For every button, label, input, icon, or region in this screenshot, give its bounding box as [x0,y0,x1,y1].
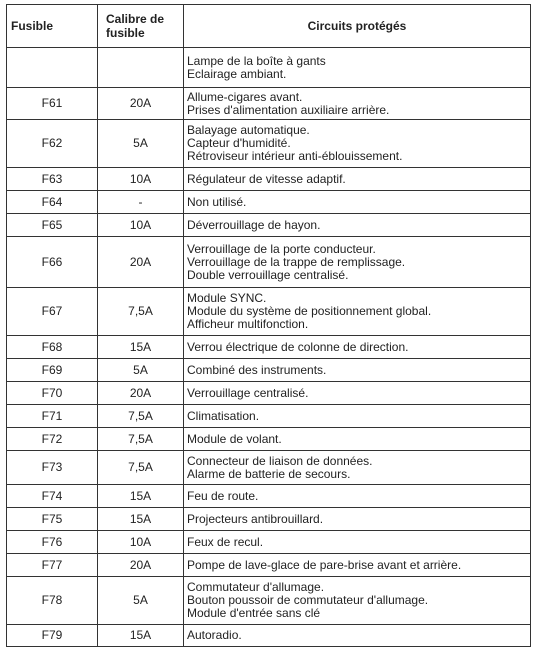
fuse-table [6,4,531,647]
circuits-cell [184,577,531,625]
circuit-line: Connecteur de liaison de données. [187,453,373,468]
fuse-id-cell: F76 [7,531,98,554]
fuse-id-cell: F74 [7,485,98,508]
fuse-id-cell: F71 [7,405,98,428]
circuits-cell [184,168,531,191]
circuit-line: Déverrouillage de hayon. [187,217,321,232]
table-row [7,191,531,214]
circuit-line: Projecteurs antibrouillard. [187,511,324,526]
fuse-id-cell [7,48,98,88]
circuits-cell [184,508,531,531]
fuse-id-cell: F79 [7,625,98,647]
circuits-cell [184,48,531,88]
circuit-line: Module de volant. [187,431,282,446]
fuse-rating-cell: 7,5A [98,288,184,336]
fuse-rating-cell: 15A [98,508,184,531]
circuits-cell [184,120,531,168]
circuit-line: Verrouillage centralisé. [187,385,309,400]
fuse-rating-cell: 15A [98,625,184,647]
circuit-line: Afficheur multifonction. [187,317,309,331]
circuit-line: Eclairage ambiant. [187,66,287,81]
circuits-cell [184,405,531,428]
table-row [7,382,531,405]
table-row [7,405,531,428]
fuse-rating-cell: 7,5A [98,428,184,451]
fuse-id-cell: F73 [7,451,98,485]
table-row [7,120,531,168]
fuse-rating-cell: 7,5A [98,405,184,428]
fuse-id-cell: F75 [7,508,98,531]
circuit-line: Non utilisé. [187,194,247,209]
table-row [7,485,531,508]
table-row [7,214,531,237]
circuit-line: Climatisation. [187,408,260,423]
fuse-id-cell: F63 [7,168,98,191]
fuse-rating-cell: 20A [98,382,184,405]
circuit-line: Feu de route. [187,488,259,503]
circuits-cell [184,485,531,508]
circuits-cell [184,382,531,405]
fuse-id-cell: F67 [7,288,98,336]
circuits-cell [184,191,531,214]
fuse-id-cell: F78 [7,577,98,625]
circuit-line: Verrouillage de la trappe de remplissage. [187,254,406,269]
header-fuse: Fusible [7,5,98,48]
circuits-cell [184,428,531,451]
circuit-line: Régulateur de vitesse adaptif. [187,171,346,186]
fuse-rating-cell: - [98,191,184,214]
header-rating-line2: fusible [106,26,145,40]
fuse-rating-cell: 15A [98,485,184,508]
table-row [7,359,531,382]
header-rating-line1: Calibre de [106,12,165,26]
fuse-id-cell: F68 [7,336,98,359]
fuse-id-cell: F66 [7,237,98,288]
fuse-rating-cell: 5A [98,577,184,625]
fuse-id-cell: F62 [7,120,98,168]
table-row [7,88,531,120]
circuit-line: Double verrouillage centralisé. [187,267,349,282]
table-row [7,288,531,336]
circuit-line: Prises d'alimentation auxiliaire arrière. [187,102,390,117]
circuit-line: Rétroviseur intérieur anti-éblouissement. [187,149,403,163]
circuits-cell [184,359,531,382]
fuse-id-cell: F65 [7,214,98,237]
circuits-cell [184,531,531,554]
table-row [7,336,531,359]
fuse-rating-cell: 15A [98,336,184,359]
circuits-cell [184,88,531,120]
fuse-rating-cell [98,48,184,88]
fuse-rating-cell: 10A [98,214,184,237]
circuit-line: Autoradio. [187,628,242,642]
table-row [7,48,531,88]
circuit-line: Capteur d'humidité. [187,136,291,150]
table-row [7,531,531,554]
fuse-table-body [7,48,531,647]
circuits-cell [184,214,531,237]
fuse-id-cell: F64 [7,191,98,214]
circuit-line: Combiné des instruments. [187,362,327,377]
table-row [7,428,531,451]
circuit-line: Commutateur d'allumage. [187,580,325,594]
fuse-rating-cell: 10A [98,531,184,554]
fuse-rating-cell: 10A [98,168,184,191]
circuit-line: Alarme de batterie de secours. [187,466,351,481]
circuits-cell [184,625,531,647]
table-row [7,237,531,288]
circuit-line: Verrouillage de la porte conducteur. [187,241,376,256]
table-row [7,168,531,191]
table-row [7,625,531,647]
circuits-cell [184,451,531,485]
circuits-cell [184,237,531,288]
fuse-rating-cell: 5A [98,120,184,168]
table-row [7,577,531,625]
circuit-line: Feux de recul. [187,534,264,549]
circuit-line: Allume-cigares avant. [187,89,303,104]
table-row [7,554,531,577]
fuse-rating-cell: 20A [98,237,184,288]
header-row [7,5,531,48]
circuit-line: Verrou électrique de colonne de direction. [187,339,409,354]
circuit-line: Balayage automatique. [187,123,310,137]
fuse-rating-cell: 20A [98,88,184,120]
fuse-rating-cell: 20A [98,554,184,577]
fuse-id-cell: F61 [7,88,98,120]
fuse-rating-cell: 7,5A [98,451,184,485]
header-rating [98,5,184,48]
circuit-line: Module d'entrée sans clé [187,606,321,620]
circuits-cell [184,554,531,577]
circuit-line: Lampe de la boîte à gants [187,53,326,68]
fuse-table-header [7,5,531,48]
fuse-id-cell: F70 [7,382,98,405]
circuit-line: Module du système de positionnement global. [187,304,432,318]
circuits-cell [184,336,531,359]
fuse-id-cell: F77 [7,554,98,577]
header-circuits: Circuits protégés [184,5,531,48]
fuse-id-cell: F69 [7,359,98,382]
fuse-table-container [6,4,530,647]
fuse-rating-cell: 5A [98,359,184,382]
table-row [7,508,531,531]
circuit-line: Module SYNC. [187,291,267,305]
circuits-cell [184,288,531,336]
circuit-line: Pompe de lave-glace de pare-brise avant et arrière. [187,557,462,572]
circuit-line: Bouton poussoir de commutateur d'allumage. [187,593,429,607]
table-row [7,451,531,485]
fuse-id-cell: F72 [7,428,98,451]
